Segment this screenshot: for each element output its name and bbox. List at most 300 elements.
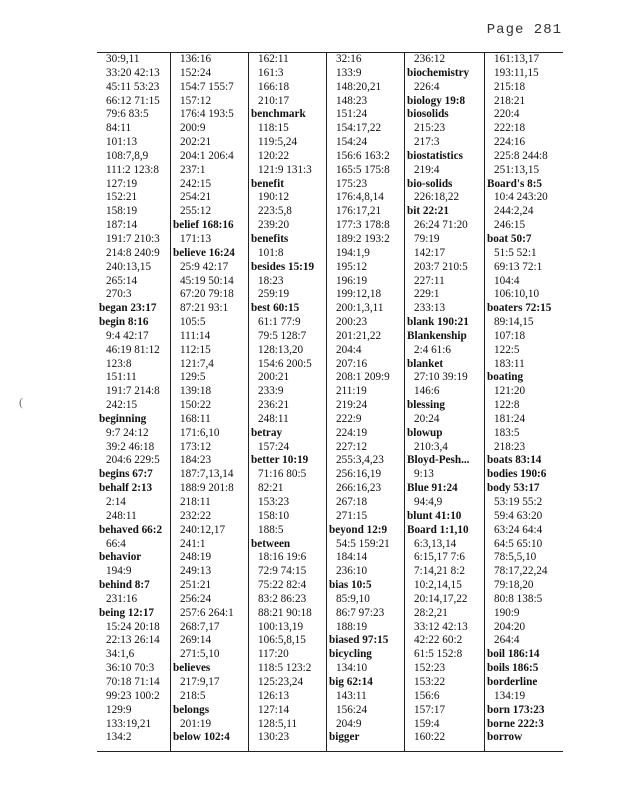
- index-reference: 122:5: [494, 343, 520, 356]
- index-reference: 30:9,11: [106, 53, 140, 65]
- index-reference: 78:5,5,10: [494, 551, 537, 564]
- index-reference: 204:20: [494, 620, 526, 633]
- index-reference: 34:1,6: [106, 648, 135, 661]
- index-reference: 89:14,15: [494, 316, 534, 329]
- index-reference: 129:5: [180, 371, 206, 384]
- index-reference: 75:22 82:4: [258, 579, 307, 592]
- index-reference: 202:21: [180, 136, 212, 149]
- word-index-table: [97, 52, 563, 752]
- index-reference: 154:17,22: [336, 122, 382, 135]
- index-reference: 215:18: [494, 80, 526, 93]
- index-reference: 133:19,21: [106, 717, 152, 730]
- index-term: Bloyd-Pesh...: [407, 454, 470, 467]
- index-reference: 171:13: [180, 232, 212, 245]
- index-term: boat 50:7: [487, 232, 532, 245]
- index-reference: 201:21,22: [336, 329, 382, 342]
- index-reference: 82:21: [258, 482, 284, 495]
- index-column: [485, 53, 563, 751]
- index-term: begins 67:7: [99, 468, 153, 481]
- index-reference: 239:20: [258, 219, 290, 232]
- index-reference: 204:4: [336, 343, 362, 356]
- index-term: boil 186:14: [487, 648, 540, 661]
- index-reference: 236:10: [336, 565, 368, 578]
- index-reference: 121:9 131:3: [258, 163, 312, 176]
- index-reference: 246:15: [494, 219, 526, 232]
- index-reference: 66:12 71:15: [106, 94, 160, 107]
- index-reference: 151:24: [336, 108, 368, 121]
- index-column: [405, 53, 485, 751]
- index-term: below 102:4: [173, 731, 230, 744]
- index-reference: 227:12: [336, 440, 368, 453]
- index-reference: 158:10: [258, 509, 290, 522]
- index-reference: 26:24 71:20: [414, 219, 468, 232]
- index-reference: 200:23: [336, 316, 368, 329]
- index-reference: 67:20 79:18: [180, 288, 234, 301]
- index-term: boils 186:5: [487, 662, 539, 675]
- index-term: Blue 91:24: [407, 482, 458, 495]
- index-reference: 142:17: [414, 246, 446, 259]
- index-reference: 84:11: [106, 122, 132, 135]
- index-reference: 201:19: [180, 717, 212, 730]
- index-reference: 64:5 65:10: [494, 537, 543, 550]
- index-reference: 196:19: [336, 274, 368, 287]
- index-reference: 165:5 175:8: [336, 163, 390, 176]
- index-reference: 159:4: [414, 717, 440, 730]
- index-reference: 157:12: [180, 94, 212, 107]
- index-reference: 70:18 71:14: [106, 675, 160, 688]
- index-term: biochemistry: [407, 66, 470, 79]
- index-reference: 51:5 52:1: [494, 246, 537, 259]
- index-term: biosolids: [407, 108, 449, 121]
- index-reference: 255:12: [180, 205, 212, 218]
- page-number-header: Page 281: [486, 22, 562, 38]
- index-reference: 271:15: [336, 509, 368, 522]
- index-reference: 227:11: [414, 274, 445, 287]
- index-reference: 79:18,20: [494, 579, 534, 592]
- index-reference: 148:23: [336, 94, 368, 107]
- index-term: blunt 41:10: [407, 509, 462, 522]
- index-term: big 62:14: [329, 675, 373, 688]
- index-reference: 108:7,8,9: [106, 149, 149, 162]
- index-reference: 203:7 210:5: [414, 260, 468, 273]
- index-reference: 257:6 264:1: [180, 606, 234, 619]
- index-reference: 156:6: [414, 689, 440, 702]
- index-reference: 248:11: [106, 509, 137, 522]
- index-reference: 237:1: [180, 163, 206, 176]
- index-reference: 133:9: [336, 66, 362, 79]
- index-reference: 175:23: [336, 177, 368, 190]
- index-reference: 117:20: [258, 648, 289, 661]
- index-reference: 271:5,10: [180, 648, 220, 661]
- index-term: began 23:17: [99, 302, 157, 315]
- index-reference: 66:4: [106, 537, 126, 550]
- index-term: behavior: [99, 551, 142, 564]
- index-term: bit 22:21: [407, 205, 449, 218]
- index-reference: 270:3: [106, 288, 132, 301]
- index-reference: 104:4: [494, 274, 520, 287]
- index-reference: 162:11: [258, 53, 289, 65]
- index-reference: 249:13: [180, 565, 212, 578]
- index-reference: 79:5 128:7: [258, 329, 307, 342]
- index-reference: 123:8: [106, 357, 132, 370]
- index-term: bias 10:5: [329, 579, 372, 592]
- index-reference: 46:19 81:12: [106, 343, 160, 356]
- index-reference: 127:14: [258, 703, 290, 716]
- index-reference: 188:9 201:8: [180, 482, 234, 495]
- index-reference: 211:19: [336, 385, 367, 398]
- index-reference: 256:16,19: [336, 468, 382, 481]
- index-reference: 154:7 155:7: [180, 80, 234, 93]
- index-reference: 236:12: [414, 53, 446, 65]
- index-column: [327, 53, 405, 751]
- index-reference: 200:21: [258, 371, 290, 384]
- index-reference: 111:14: [180, 329, 211, 342]
- index-reference: 151:11: [106, 371, 137, 384]
- index-reference: 219:4: [414, 163, 440, 176]
- index-reference: 129:9: [106, 703, 132, 716]
- index-term: beyond 12:9: [329, 523, 388, 536]
- index-reference: 54:5 159:21: [336, 537, 390, 550]
- index-term: biostatistics: [407, 149, 463, 162]
- index-reference: 154:6 200:5: [258, 357, 312, 370]
- index-term: believe 16:24: [173, 246, 235, 259]
- index-reference: 63:24 64:4: [494, 523, 543, 536]
- index-reference: 45:11 53:23: [106, 80, 160, 93]
- index-reference: 187:7,13,14: [180, 468, 234, 481]
- index-reference: 204:6 229:5: [106, 454, 160, 467]
- index-reference: 218:21: [494, 94, 526, 107]
- index-reference: 18:16 19:6: [258, 551, 307, 564]
- index-reference: 9:7 24:12: [106, 426, 149, 439]
- index-term: bio-solids: [407, 177, 453, 190]
- index-reference: 22:13 26:14: [106, 634, 160, 647]
- index-reference: 83:2 86:23: [258, 592, 307, 605]
- index-reference: 85:9,10: [336, 592, 370, 605]
- index-reference: 222:9: [336, 412, 362, 425]
- index-reference: 2:14: [106, 496, 126, 508]
- index-reference: 157:24: [258, 440, 290, 453]
- index-reference: 236:21: [258, 399, 290, 412]
- index-term: behalf 2:13: [99, 482, 153, 495]
- index-reference: 220:4: [494, 108, 520, 121]
- index-reference: 240:13,15: [106, 260, 152, 273]
- index-reference: 176:4,8,14: [336, 191, 384, 204]
- index-reference: 153:23: [258, 496, 290, 508]
- index-reference: 183:5: [494, 426, 520, 439]
- index-reference: 10:2,14,15: [414, 579, 462, 592]
- index-reference: 242:15: [180, 177, 212, 190]
- index-reference: 9:4 42:17: [106, 329, 149, 342]
- index-term: benefit: [251, 177, 284, 190]
- index-reference: 204:9: [336, 717, 362, 730]
- index-column: [249, 53, 327, 751]
- index-reference: 105:5: [180, 316, 206, 329]
- index-reference: 148:20,21: [336, 80, 382, 93]
- index-column: [97, 53, 171, 751]
- index-reference: 190:9: [494, 606, 520, 619]
- index-reference: 215:23: [414, 122, 446, 135]
- index-reference: 217:3: [414, 136, 440, 149]
- index-reference: 161:13,17: [494, 53, 540, 65]
- index-reference: 120:22: [258, 149, 290, 162]
- index-reference: 130:23: [258, 731, 290, 744]
- index-reference: 189:2 193:2: [336, 232, 390, 245]
- index-reference: 119:5,24: [258, 136, 298, 149]
- index-term: biology 19:8: [407, 94, 466, 107]
- index-term: body 53:17: [487, 482, 540, 495]
- index-reference: 171:6,10: [180, 426, 220, 439]
- index-reference: 231:16: [106, 592, 138, 605]
- index-reference: 193:11,15: [494, 66, 539, 79]
- index-reference: 146:6: [414, 385, 440, 398]
- index-reference: 176:17,21: [336, 205, 382, 218]
- index-reference: 79:19: [414, 232, 440, 245]
- index-reference: 72:9 74:15: [258, 565, 307, 578]
- index-term: belief 168:16: [173, 219, 234, 232]
- index-reference: 86:7 97:23: [336, 606, 385, 619]
- index-reference: 71:16 80:5: [258, 468, 307, 481]
- index-reference: 143:11: [336, 689, 367, 702]
- index-reference: 160:22: [414, 731, 446, 744]
- index-reference: 156:24: [336, 703, 368, 716]
- index-reference: 269:14: [180, 634, 212, 647]
- index-term: believes: [173, 662, 211, 675]
- index-reference: 9:13: [414, 468, 434, 481]
- index-reference: 176:4 193:5: [180, 108, 234, 121]
- index-reference: 223:5,8: [258, 205, 292, 218]
- index-term: Blankenship: [407, 329, 467, 342]
- index-term: Board 1:1,10: [407, 523, 469, 536]
- index-reference: 101:8: [258, 246, 284, 259]
- index-term: between: [251, 537, 291, 550]
- index-reference: 6:3,13,14: [414, 537, 457, 550]
- index-reference: 106:5,8,15: [258, 634, 306, 647]
- index-reference: 232:22: [180, 509, 212, 522]
- index-column: [171, 53, 249, 751]
- index-reference: 101:13: [106, 136, 138, 149]
- index-term: borrow: [487, 731, 523, 744]
- index-reference: 214:8 240:9: [106, 246, 160, 259]
- index-reference: 251:21: [180, 579, 212, 592]
- index-term: blanket: [407, 357, 444, 370]
- index-reference: 217:9,17: [180, 675, 220, 688]
- index-reference: 191:7 210:3: [106, 232, 160, 245]
- index-reference: 168:11: [180, 412, 211, 425]
- index-reference: 7:14,21 8:2: [414, 565, 465, 578]
- index-reference: 69:13 72:1: [494, 260, 543, 273]
- index-reference: 59:4 63:20: [494, 509, 543, 522]
- index-reference: 248:19: [180, 551, 212, 564]
- index-reference: 181:24: [494, 412, 526, 425]
- index-reference: 78:17,22,24: [494, 565, 548, 578]
- index-reference: 266:16,23: [336, 482, 382, 495]
- index-reference: 134:2: [106, 731, 132, 744]
- index-reference: 61:1 77:9: [258, 316, 301, 329]
- index-reference: 173:12: [180, 440, 212, 453]
- index-reference: 224:19: [336, 426, 368, 439]
- index-reference: 10:4 243:20: [494, 191, 548, 204]
- index-reference: 268:7,17: [180, 620, 220, 633]
- index-term: beginning: [99, 412, 147, 425]
- index-reference: 33:20 42:13: [106, 66, 160, 79]
- index-reference: 107:18: [494, 329, 526, 342]
- index-reference: 183:11: [494, 357, 525, 370]
- index-reference: 99:23 100:2: [106, 689, 160, 702]
- index-reference: 200:1,3,11: [336, 302, 384, 315]
- index-reference: 126:13: [258, 689, 290, 702]
- index-term: better 10:19: [251, 454, 309, 467]
- index-term: bicycling: [329, 648, 372, 661]
- index-reference: 152:23: [414, 662, 446, 675]
- index-reference: 264:4: [494, 634, 520, 647]
- index-reference: 20:14,17,22: [414, 592, 468, 605]
- index-term: boaters 72:15: [487, 302, 552, 315]
- index-reference: 6:15,17 7:6: [414, 551, 465, 564]
- index-reference: 121:7,4: [180, 357, 214, 370]
- index-reference: 157:17: [414, 703, 446, 716]
- index-reference: 240:12,17: [180, 523, 226, 536]
- index-reference: 161:3: [258, 66, 284, 79]
- index-term: behaved 66:2: [99, 523, 163, 536]
- index-term: blank 190:21: [407, 316, 469, 329]
- index-term: blowup: [407, 426, 443, 439]
- index-reference: 233:9: [258, 385, 284, 398]
- index-reference: 25:9 42:17: [180, 260, 229, 273]
- index-term: besides 15:19: [251, 260, 315, 273]
- index-reference: 134:19: [494, 689, 526, 702]
- index-reference: 241:1: [180, 537, 206, 550]
- index-reference: 204:1 206:4: [180, 149, 234, 162]
- index-term: betray: [251, 426, 283, 439]
- index-reference: 194:1,9: [336, 246, 370, 259]
- index-reference: 242:15: [106, 399, 138, 412]
- index-reference: 2:4 61:6: [414, 343, 451, 356]
- index-reference: 88:21 90:18: [258, 606, 312, 619]
- index-reference: 87:21 93:1: [180, 302, 229, 315]
- index-reference: 27:10 39:19: [414, 371, 468, 384]
- index-term: boating: [487, 371, 524, 384]
- index-reference: 208:1 209:9: [336, 371, 390, 384]
- index-reference: 156:6 163:2: [336, 149, 390, 162]
- index-reference: 53:19 55:2: [494, 496, 543, 508]
- index-reference: 218:11: [180, 496, 211, 508]
- index-reference: 152:24: [180, 66, 212, 79]
- index-reference: 184:14: [336, 551, 368, 564]
- index-term: benefits: [251, 232, 289, 245]
- index-reference: 210:3,4: [414, 440, 448, 453]
- index-reference: 225:8 244:8: [494, 149, 548, 162]
- index-reference: 112:15: [180, 343, 211, 356]
- index-reference: 184:23: [180, 454, 212, 467]
- index-reference: 218:5: [180, 689, 206, 702]
- index-reference: 254:21: [180, 191, 212, 204]
- index-reference: 118:15: [258, 122, 289, 135]
- index-reference: 210:17: [258, 94, 290, 107]
- index-term: being 12:17: [99, 606, 155, 619]
- index-reference: 106:10,10: [494, 288, 540, 301]
- index-reference: 259:19: [258, 288, 290, 301]
- index-reference: 153:22: [414, 675, 446, 688]
- index-reference: 42:22 60:2: [414, 634, 463, 647]
- index-reference: 200:9: [180, 122, 206, 135]
- index-reference: 28:2,21: [414, 606, 448, 619]
- index-reference: 251:13,15: [494, 163, 540, 176]
- index-reference: 191:7 214:8: [106, 385, 160, 398]
- index-reference: 118:5 123:2: [258, 662, 312, 675]
- index-reference: 188:5: [258, 523, 284, 536]
- index-term: borderline: [487, 675, 538, 688]
- index-reference: 20:24: [414, 412, 440, 425]
- index-reference: 15:24 20:18: [106, 620, 160, 633]
- index-reference: 188:19: [336, 620, 368, 633]
- index-reference: 194:9: [106, 565, 132, 578]
- index-reference: 187:14: [106, 219, 138, 232]
- index-reference: 36:10 70:3: [106, 662, 155, 675]
- index-term: biased 97:15: [329, 634, 389, 647]
- index-reference: 166:18: [258, 80, 290, 93]
- index-reference: 94:4,9: [414, 496, 443, 508]
- index-reference: 32:16: [336, 53, 362, 65]
- index-reference: 265:14: [106, 274, 138, 287]
- index-reference: 207:16: [336, 357, 368, 370]
- index-reference: 45:19 50:14: [180, 274, 234, 287]
- index-term: Board's 8:5: [487, 177, 543, 190]
- index-reference: 199:12,18: [336, 288, 382, 301]
- index-reference: 128:13,20: [258, 343, 304, 356]
- index-term: begin 8:16: [99, 316, 149, 329]
- index-reference: 39:2 46:18: [106, 440, 155, 453]
- index-reference: 218:23: [494, 440, 526, 453]
- index-term: bigger: [329, 731, 360, 744]
- index-reference: 128:5,11: [258, 717, 298, 730]
- index-reference: 125:23,24: [258, 675, 304, 688]
- index-reference: 121:20: [494, 385, 526, 398]
- index-reference: 190:12: [258, 191, 290, 204]
- index-reference: 229:1: [414, 288, 440, 301]
- index-reference: 222:18: [494, 122, 526, 135]
- index-reference: 136:16: [180, 53, 212, 65]
- index-reference: 80:8 138:5: [494, 592, 543, 605]
- index-term: belongs: [173, 703, 210, 716]
- index-reference: 244:2,24: [494, 205, 534, 218]
- index-reference: 139:18: [180, 385, 212, 398]
- index-reference: 267:18: [336, 496, 368, 508]
- index-reference: 122:8: [494, 399, 520, 412]
- index-reference: 219:24: [336, 399, 368, 412]
- index-reference: 134:10: [336, 662, 368, 675]
- index-reference: 248:11: [258, 412, 289, 425]
- index-reference: 111:2 123:8: [106, 163, 159, 176]
- index-reference: 152:21: [106, 191, 138, 204]
- index-term: blessing: [407, 399, 445, 412]
- index-reference: 195:12: [336, 260, 368, 273]
- index-reference: 158:19: [106, 205, 138, 218]
- index-term: best 60:15: [251, 302, 300, 315]
- index-reference: 18:23: [258, 274, 284, 287]
- index-reference: 79:6 83:5: [106, 108, 149, 121]
- index-term: benchmark: [251, 108, 306, 121]
- index-reference: 256:24: [180, 592, 212, 605]
- index-reference: 61:5 152:8: [414, 648, 463, 661]
- index-term: bodies 190:6: [487, 468, 547, 481]
- index-reference: 150:22: [180, 399, 212, 412]
- index-reference: 226:18,22: [414, 191, 460, 204]
- index-reference: 233:13: [414, 302, 446, 315]
- index-reference: 226:4: [414, 80, 440, 93]
- index-reference: 177:3 178:8: [336, 219, 390, 232]
- index-reference: 255:3,4,23: [336, 454, 384, 467]
- index-reference: 100:13,19: [258, 620, 304, 633]
